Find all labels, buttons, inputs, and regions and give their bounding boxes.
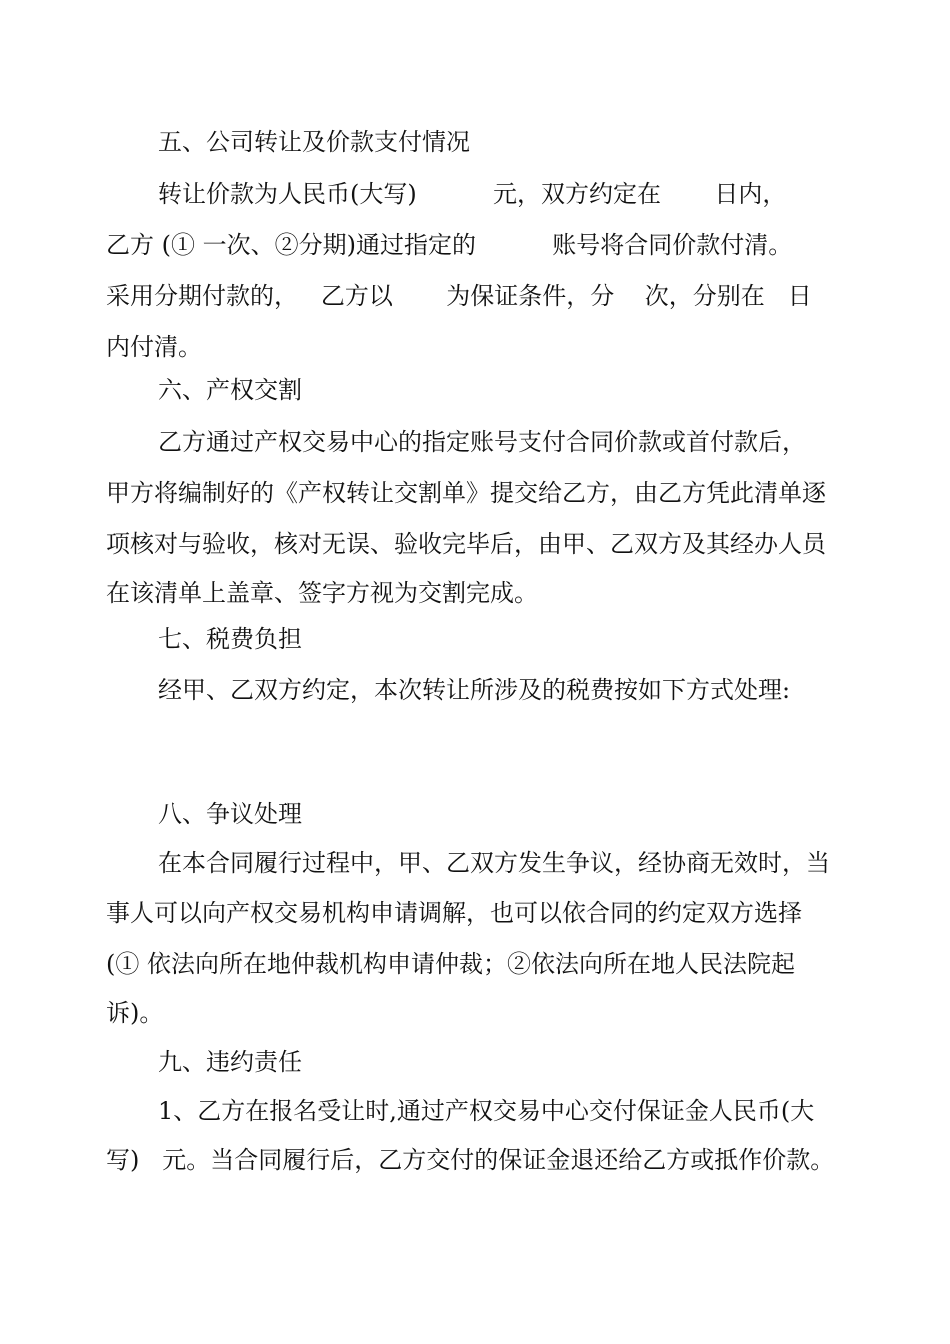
section-8-heading: 八、争议处理	[158, 800, 302, 828]
section-8-line-1: 在本合同履行过程中，甲、乙双方发生争议，经协商无效时，当	[158, 849, 830, 877]
section-8-line-2: 事人可以向产权交易机构申请调解，也可以依合同的约定双方选择	[106, 899, 802, 927]
section-9-heading: 九、违约责任	[158, 1048, 302, 1076]
section-6-heading: 六、产权交割	[158, 376, 302, 404]
section-6-line-4: 在该清单上盖章、签字方视为交割完成。	[106, 579, 538, 607]
section-7-heading: 七、税费负担	[158, 625, 302, 653]
section-5-line-3: 采用分期付款的， 乙方以 为保证条件，分 次，分别在 日	[106, 282, 812, 310]
section-5-line-1: 转让价款为人民币(大写) 元，双方约定在 日内，	[158, 180, 787, 208]
section-5-line-4: 内付清。	[106, 333, 202, 361]
section-9-line-2: 写) 元。当合同履行后，乙方交付的保证金退还给乙方或抵作价款。	[106, 1146, 835, 1174]
section-7-line-1: 经甲、乙双方约定，本次转让所涉及的税费按如下方式处理:	[158, 676, 791, 704]
section-6-line-3: 项核对与验收，核对无误、验收完毕后，由甲、乙双方及其经办人员	[106, 530, 826, 558]
section-8-line-4: 诉)。	[106, 999, 164, 1027]
section-6-line-1: 乙方通过产权交易中心的指定账号支付合同价款或首付款后，	[158, 428, 806, 456]
section-5-heading: 五、公司转让及价款支付情况	[158, 128, 470, 156]
section-8-line-3: (① 依法向所在地仲裁机构申请仲裁；②依法向所在地人民法院起	[106, 950, 795, 978]
section-6-line-2: 甲方将编制好的《产权转让交割单》提交给乙方，由乙方凭此清单逐	[106, 479, 826, 507]
section-5-line-2: 乙方 (① 一次、②分期)通过指定的 账号将合同价款付清。	[106, 231, 793, 259]
section-9-line-1: 1、乙方在报名受让时,通过产权交易中心交付保证金人民币(大	[158, 1097, 815, 1125]
